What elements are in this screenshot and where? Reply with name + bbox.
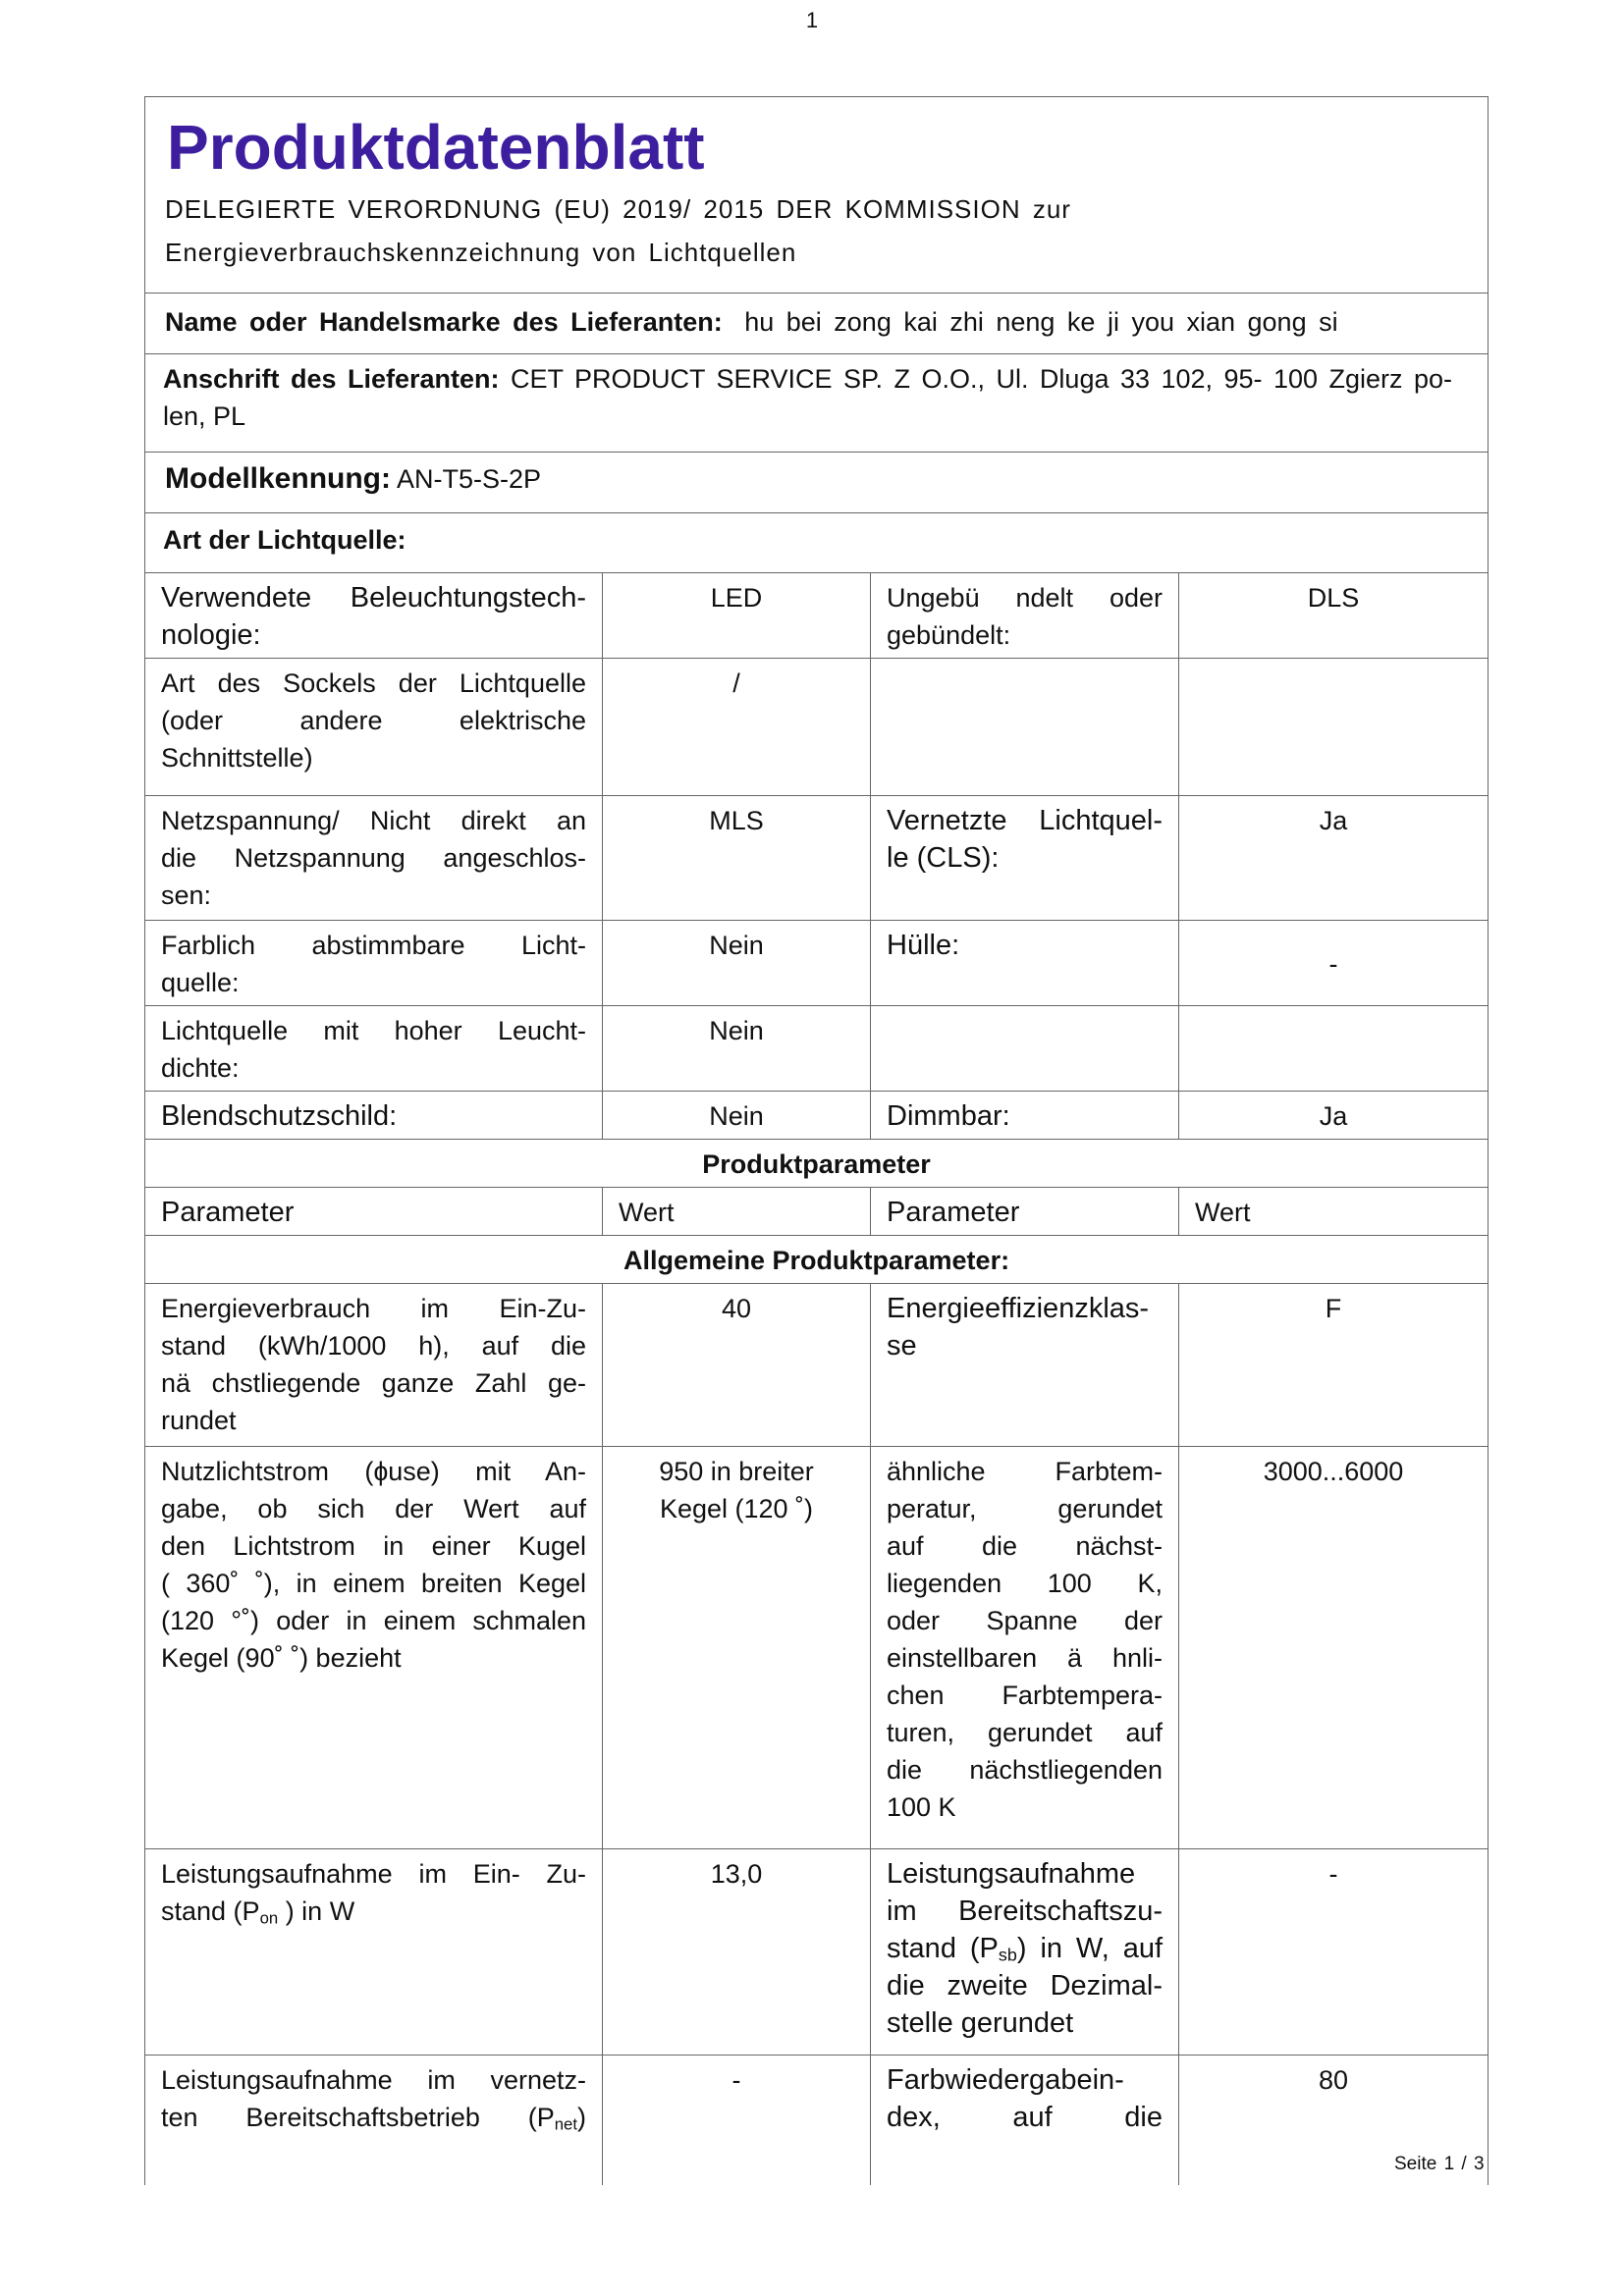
cell-text-line: 13,0 — [710, 1859, 763, 1889]
type-row — [145, 659, 1489, 796]
cell-text-line: 80 — [1318, 2065, 1349, 2095]
cell-text-line: - — [731, 2065, 741, 2095]
value-cell — [1179, 921, 1489, 1006]
value-cell — [1179, 1849, 1489, 2056]
subscript: on — [259, 1908, 279, 1928]
cell-text-line: se — [887, 1330, 917, 1362]
parameter-cell — [871, 573, 1179, 659]
page-number: 1 — [805, 8, 819, 32]
cell-text-line: auf die nächst- — [887, 1531, 1163, 1561]
value-cell — [603, 1006, 871, 1092]
value-cell — [1179, 659, 1489, 796]
value-cell — [603, 1284, 871, 1447]
parameter-cell — [145, 1447, 603, 1849]
light-source-type-cell — [145, 513, 1489, 573]
parameter-row — [145, 1284, 1489, 1447]
cell-text-line: - — [1328, 949, 1338, 979]
cell-text-line: Netzspannung/ Nicht direkt an — [161, 806, 586, 835]
type-row — [145, 796, 1489, 921]
cell-text-line: le (CLS): — [887, 842, 1000, 874]
subscript: sb — [998, 1945, 1017, 1965]
value-cell — [1179, 1006, 1489, 1092]
cell-text-line — [161, 1893, 586, 1930]
supplier-name-label: Name oder Handelsmarke des Lieferanten: — [165, 307, 723, 337]
cell-text-line: Nutzlichtstrom (ɸuse) mit An- — [161, 1457, 586, 1486]
type-row — [145, 1092, 1489, 1140]
cell-text-line: Hülle: — [887, 930, 960, 961]
supplier-address-row — [145, 354, 1489, 453]
parameter-cell — [871, 2056, 1179, 2185]
cell-text-line: gabe, ob sich der Wert auf — [161, 1494, 586, 1523]
supplier-name-cell — [145, 294, 1489, 354]
model-value: AN-T5-S-2P — [397, 464, 542, 494]
section-title-row — [145, 1140, 1489, 1188]
parameter-cell — [871, 796, 1179, 921]
header-cell — [145, 97, 1489, 294]
cell-text-line: Leistungsaufnahme im Ein- Zu- — [161, 1859, 586, 1889]
parameter-cell — [871, 659, 1179, 796]
supplier-address-cell — [145, 354, 1489, 453]
cell-text-line: ähnliche Farbtem- — [887, 1457, 1163, 1486]
cell-text-line: einstellbaren ä hnli- — [887, 1643, 1163, 1673]
cell-text-line — [161, 2099, 586, 2136]
cell-text-line: Leistungsaufnahme — [887, 1858, 1136, 1890]
type-row — [145, 573, 1489, 659]
parameter-cell — [871, 1092, 1179, 1140]
cell-text-line: Energieeffizienzklas- — [887, 1293, 1150, 1324]
parameter-cell — [145, 659, 603, 796]
parameter-row — [145, 1447, 1489, 1849]
cell-text-line: stand (kWh/1000 h), auf die — [161, 1331, 586, 1361]
column-header: Wert — [1179, 1188, 1489, 1236]
text-run: ) in W, auf — [1016, 1933, 1164, 1964]
parameter-cell — [871, 1849, 1179, 2056]
supplier-address-value: CET PRODUCT SERVICE SP. Z O.O., Ul. Dluga 33 102, 95- 100 Zgierz po- — [511, 364, 1453, 394]
cell-text-line: - — [1328, 1859, 1338, 1889]
cell-text-line: quelle: — [161, 968, 240, 997]
cell-text-line: sen: — [161, 881, 212, 910]
cell-text-line: 3000...6000 — [1263, 1457, 1404, 1486]
cell-text-line: liegenden 100 K, — [887, 1569, 1163, 1598]
value-cell — [603, 2056, 871, 2185]
cell-text-line: die zweite Dezimal- — [887, 1970, 1163, 2002]
cell-text-line: nologie: — [161, 619, 261, 651]
parameter-cell — [145, 796, 603, 921]
cell-text-line: Farbwiedergabein- — [887, 2064, 1124, 2096]
cell-text-line: Nein — [709, 931, 764, 960]
model-row — [145, 453, 1489, 513]
cell-text-line: F — [1325, 1294, 1342, 1323]
value-cell — [603, 1092, 871, 1140]
text-run: ) in W — [278, 1896, 355, 1926]
text-run: ) — [577, 2103, 586, 2132]
column-header: Parameter — [871, 1188, 1179, 1236]
cell-text-line: 950 in breiter — [659, 1457, 814, 1486]
model-cell — [145, 453, 1489, 513]
value-cell — [1179, 1284, 1489, 1447]
column-header: Wert — [603, 1188, 871, 1236]
text-run: stand (P — [887, 1933, 999, 1964]
cell-text-line: Ungebü ndelt oder — [887, 583, 1163, 613]
cell-text-line: Art des Sockels der Lichtquelle — [161, 668, 586, 698]
parameter-cell — [871, 1284, 1179, 1447]
cell-text-line: im Bereitschaftszu- — [887, 1896, 1163, 1927]
supplier-name-row — [145, 294, 1489, 354]
cell-text-line: / — [732, 668, 740, 698]
value-cell — [1179, 796, 1489, 921]
value-cell — [603, 573, 871, 659]
cell-text-line: Ja — [1319, 806, 1348, 835]
type-row — [145, 1006, 1489, 1092]
cell-text-line: ( 360˚ ˚), in einem breiten Kegel — [161, 1569, 586, 1598]
product-data-sheet — [144, 96, 1488, 2185]
cell-text-line: die nächstliegenden — [887, 1755, 1163, 1785]
cell-text-line: 40 — [721, 1294, 752, 1323]
cell-text-line: Ja — [1319, 1101, 1348, 1131]
cell-text-line: die Netzspannung angeschlos- — [161, 843, 586, 873]
type-row — [145, 921, 1489, 1006]
value-cell — [1179, 1092, 1489, 1140]
cell-text-line: chen Farbtempera- — [887, 1681, 1163, 1710]
column-header: Parameter — [145, 1188, 603, 1236]
cell-text-line: DLS — [1307, 583, 1360, 613]
cell-text-line: turen, gerundet auf — [887, 1718, 1163, 1747]
value-cell — [603, 796, 871, 921]
general-parameters-row — [145, 1236, 1489, 1284]
parameter-cell — [871, 1006, 1179, 1092]
cell-text-line: Farblich abstimmbare Licht- — [161, 931, 586, 960]
supplier-address-line: len, PL — [163, 401, 246, 431]
supplier-name-value: hu bei zong kai zhi neng ke ji you xian gong si — [744, 307, 1338, 337]
parameter-row — [145, 1849, 1489, 2056]
data-sheet-table — [144, 96, 1489, 2185]
cell-text-line: nä chstliegende ganze Zahl ge- — [161, 1368, 586, 1398]
cell-text-line: den Lichtstrom in einer Kugel — [161, 1531, 586, 1561]
parameter-cell — [871, 921, 1179, 1006]
cell-text-line: Kegel (90˚ ˚) bezieht — [161, 1643, 402, 1673]
parameter-header-row — [145, 1188, 1489, 1236]
parameter-cell — [871, 1447, 1179, 1849]
cell-text-line: Leistungsaufnahme im vernetz- — [161, 2065, 586, 2095]
light-source-type-label: Art der Lichtquelle: — [163, 525, 406, 555]
cell-text-line: MLS — [709, 806, 764, 835]
cell-text-line: Lichtquelle mit hoher Leucht- — [161, 1016, 586, 1045]
parameter-cell — [145, 573, 603, 659]
cell-text-line: Blendschutzschild: — [161, 1100, 398, 1132]
text-run: ten Bereitschaftsbetrieb (P — [161, 2103, 555, 2132]
parameter-cell — [145, 1092, 603, 1140]
parameter-row — [145, 2056, 1489, 2185]
cell-text-line: rundet — [161, 1406, 237, 1435]
light-source-type-row — [145, 513, 1489, 573]
value-cell — [603, 921, 871, 1006]
cell-text-line: Nein — [709, 1101, 764, 1131]
value-cell — [603, 1447, 871, 1849]
parameter-cell — [145, 1284, 603, 1447]
document-title: Produktdatenblatt — [167, 112, 705, 183]
supplier-address-line — [163, 360, 1452, 398]
parameter-cell — [145, 1006, 603, 1092]
cell-text-line: (120 °˚) oder in einem schmalen — [161, 1606, 586, 1635]
supplier-address-label: Anschrift des Lieferanten: — [163, 364, 500, 394]
cell-text-line: dichte: — [161, 1053, 240, 1083]
value-cell — [1179, 573, 1489, 659]
text-run: stand (P — [161, 1896, 260, 1926]
cell-text-line: Dimmbar: — [887, 1100, 1010, 1132]
cell-text-line: gebündelt: — [887, 620, 1011, 650]
subscript: net — [554, 2114, 577, 2134]
general-parameters-title: Allgemeine Produktparameter: — [145, 1236, 1489, 1284]
value-cell — [603, 659, 871, 796]
cell-text-line: (oder andere elektrische — [161, 706, 586, 735]
cell-text-line: Kegel (120 ˚) — [659, 1494, 814, 1523]
regulation-line: DELEGIERTE VERORDNUNG (EU) 2019/ 2015 DER KOMMISSION zur — [165, 194, 1071, 224]
cell-text-line: Energieverbrauch im Ein-Zu- — [161, 1294, 586, 1323]
parameter-cell — [145, 2056, 603, 2185]
cell-text-line: Schnittstelle) — [161, 743, 313, 773]
parameter-cell — [145, 1849, 603, 2056]
header-row — [145, 97, 1489, 294]
value-cell — [603, 1849, 871, 2056]
value-cell — [1179, 1447, 1489, 1849]
cell-text-line: stelle gerundet — [887, 2007, 1074, 2039]
cell-text-line: 100 K — [887, 1792, 956, 1822]
cell-text-line: peratur, gerundet — [887, 1494, 1163, 1523]
page-footer: Seite 1 / 3 — [1394, 2154, 1485, 2174]
cell-text-line: LED — [710, 583, 763, 613]
cell-text-line — [887, 1930, 1163, 1967]
cell-text-line: oder Spanne der — [887, 1606, 1163, 1635]
parameter-cell — [145, 921, 603, 1006]
cell-text-line: dex, auf die — [887, 2102, 1163, 2133]
regulation-line: Energieverbrauchskennzeichnung von Lichtquellen — [165, 238, 797, 267]
section-title: Produktparameter — [145, 1140, 1489, 1188]
cell-text-line: Vernetzte Lichtquel- — [887, 805, 1163, 836]
cell-text-line: Verwendete Beleuchtungstech- — [161, 582, 586, 614]
cell-text-line: Nein — [709, 1016, 764, 1045]
model-label: Modellkennung: — [165, 462, 391, 495]
